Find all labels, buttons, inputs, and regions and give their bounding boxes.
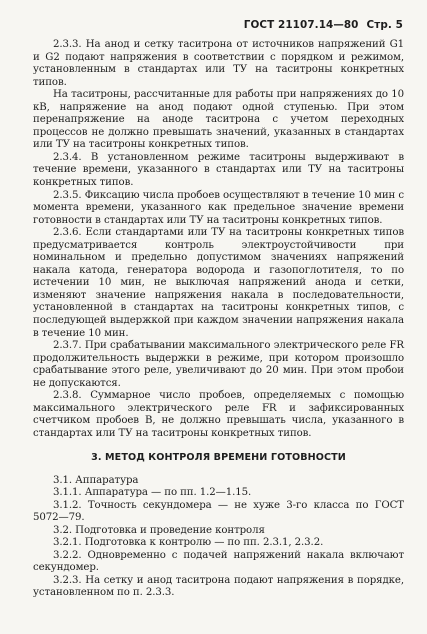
paragraph-2-3-8: 2.3.8. Суммарное число пробоев, определяемых с помощью максимального электрического реле FR и зафиксированных счетчиком пробоев B, не должно превышать числа, указанного в стандартах или ТУ на таситроны конкретных типов. [33, 390, 404, 439]
paragraph-3-2-2: 3.2.2. Одновременно с подачей напряжений накала включают секундомер. [33, 549, 404, 574]
page-header [244, 19, 403, 31]
paragraph-3-1-2: 3.1.2. Точность секундомера — не хуже 3-го класса по ГОСТ 5072—79. [33, 499, 404, 524]
paragraph-2-3-7: 2.3.7. При срабатывании максимального электрического реле FR продолжительность выдержки в режиме, при котором произошло срабатывание этого реле, увеличивают до 20 мин. При этом пробои не допускаются. [33, 340, 404, 389]
paragraph-2-3-4: 2.3.4. В установленном режиме таситроны выдерживают в течение времени, указанного в стандартах или ТУ на таситроны конкретных типов. [33, 151, 404, 189]
paragraph-3-1-1: 3.1.1. Аппаратура — по пп. 1.2—1.15. [53, 487, 252, 499]
section-3-title: 3. МЕТОД КОНТРОЛЯ ВРЕМЕНИ ГОТОВНОСТИ [91, 451, 346, 463]
document-body [33, 39, 404, 600]
paragraph-2-3-3: 2.3.3. На анод и сетку таситрона от источников напряжений G1 и G2 подают напряжения в соответствии с порядком и режимом, установленным в стандартах или ТУ на таситроны конкретных типов. [33, 39, 404, 88]
page-number: Стр. 5 [366, 19, 403, 31]
paragraph-voltage-10kv: На таситроны, рассчитанные для работы при напряжениях до 10 кВ, напряжение на анод подают одной ступенью. При этом перенапряжение на аноде таситрона с учетом переходных процессов не должно превышать значений, указанных в стандартах или ТУ на таситроны конкретных типов. [33, 89, 404, 151]
paragraph-3-2-1: 3.2.1. Подготовка к контролю — по пп. 2.3.1, 2.3.2. [53, 537, 324, 549]
paragraph-2-3-5: 2.3.5. Фиксацию числа пробоев осуществляют в течение 10 мин с момента времени, указанного как предельное значение времени готовности в стандартах или ТУ на таситроны конкретных типов. [33, 189, 404, 226]
paragraph-3-2-3: 3.2.3. На сетку и анод таситрона подают напряжения в порядке, установленном по п. 2.3.3. [33, 574, 404, 599]
paragraph-3-1: 3.1. Аппаратура [53, 474, 139, 486]
paragraph-3-2: 3.2. Подготовка и проведение контроля [53, 524, 265, 536]
standard-number: ГОСТ 21107.14—80 [243, 19, 359, 31]
paragraph-2-3-6: 2.3.6. Если стандартами или ТУ на таситроны конкретных типов предусматривается контроль электроустойчивости при номинальном и предельно допустимом значениях напряжений накала катода, генератора водорода и газопоглотителя, то по истечении 10 мин, не выключая напряжений анода и сетки, изменяют значение напряжения накала в последовательности, установленной в стандартах на таситроны конкретных типов, с последующей выдержкой при каждом значении напряжения накала в течение 10 мин. [33, 227, 404, 339]
